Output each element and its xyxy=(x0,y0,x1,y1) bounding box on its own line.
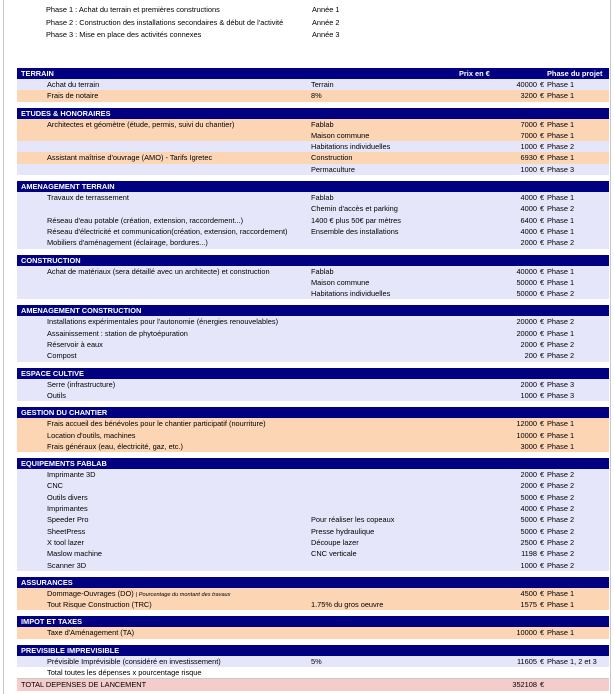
table-row xyxy=(17,203,609,214)
table-row xyxy=(17,560,609,571)
item-phase: Phase 1 xyxy=(547,91,575,101)
item-price: 3200 xyxy=(520,91,537,101)
section-header xyxy=(17,181,609,192)
table-row xyxy=(17,537,609,548)
item-phase: Phase 2 xyxy=(547,515,575,525)
item-phase: Phase 1 xyxy=(547,130,575,140)
item-price: 2500 xyxy=(520,537,537,547)
item-price: 2000 xyxy=(520,340,537,350)
section-header xyxy=(17,368,609,379)
phase-description: Phase 2 : Construction des installations secondaires & début de l'activité xyxy=(46,17,284,27)
item-price: 2000 xyxy=(520,379,537,389)
item-price: 3000 xyxy=(520,441,537,451)
item-label xyxy=(47,667,311,678)
item-price: 10000 xyxy=(516,628,537,638)
item-label-text: Dommage-Ouvrages (DO) xyxy=(47,588,134,598)
item-label-text: Réservoir à eaux xyxy=(47,340,103,350)
table-row xyxy=(17,588,609,599)
currency-symbol: € xyxy=(540,277,545,287)
currency-symbol: € xyxy=(540,492,545,502)
table-row xyxy=(17,288,609,299)
item-label xyxy=(47,514,311,525)
section-title: ESPACE CULTIVE xyxy=(21,368,84,378)
item-phase: Phase 3 xyxy=(547,379,575,389)
phase-year: Année 3 xyxy=(312,30,340,40)
item-detail: Terrain xyxy=(311,80,334,89)
item-phase: Phase 3 xyxy=(547,164,575,174)
currency-symbol: € xyxy=(540,656,545,666)
item-phase: Phase 1 xyxy=(547,430,575,440)
section-header xyxy=(17,108,609,119)
table-row xyxy=(17,152,609,163)
item-label xyxy=(47,418,311,429)
item-label xyxy=(47,350,311,361)
item-note: | Pourcentage du montant des travaux xyxy=(135,591,231,598)
item-label-text: Frais généraux (eau, électricité, gaz, etc.) xyxy=(47,441,183,451)
item-label-text: Maslow machine xyxy=(47,549,103,559)
item-label xyxy=(47,90,311,101)
item-price: 40000 xyxy=(516,80,537,89)
item-detail: Habitations individuelles xyxy=(311,142,391,152)
item-phase: Phase 2 xyxy=(547,238,575,248)
table-row xyxy=(17,599,609,610)
item-label-text: Outils xyxy=(47,390,66,400)
currency-symbol: € xyxy=(540,215,545,225)
item-price: 20000 xyxy=(516,328,537,338)
currency-symbol: € xyxy=(540,430,545,440)
item-label xyxy=(47,339,311,350)
currency-symbol: € xyxy=(540,153,545,163)
currency-symbol: € xyxy=(540,164,545,174)
item-label xyxy=(47,328,311,339)
item-price: 6400 xyxy=(520,215,537,225)
table-row xyxy=(17,667,609,678)
item-label xyxy=(47,119,311,130)
item-price: 2000 xyxy=(520,470,537,480)
item-label-text: Assistant maîtrise d'ouvrage (AMO) - Tarifs Igretec xyxy=(47,153,213,163)
table-row xyxy=(17,430,609,441)
table-row xyxy=(17,316,609,327)
item-detail: 1.75% du gros oeuvre xyxy=(311,600,384,610)
item-phase: Phase 1, 2 et 3 xyxy=(547,656,597,666)
item-label-text: Tout Risque Construction (TRC) xyxy=(47,600,152,610)
section-header xyxy=(17,305,609,316)
item-phase: Phase 2 xyxy=(547,317,575,327)
currency-symbol: € xyxy=(540,600,545,610)
item-price: 5000 xyxy=(520,515,537,525)
item-label xyxy=(47,79,311,90)
total-row xyxy=(17,678,609,690)
item-price: 4000 xyxy=(520,193,537,203)
item-phase: Phase 1 xyxy=(547,628,575,638)
item-price: 1198 xyxy=(521,549,537,559)
item-label xyxy=(47,480,311,491)
item-phase: Phase 1 xyxy=(547,600,575,610)
phase-column-header: Phase du projet xyxy=(547,69,603,78)
section-title: EQUIPEMENTS FABLAB xyxy=(21,459,107,469)
item-label-text: Compost xyxy=(47,351,77,361)
phase-year: Année 1 xyxy=(312,5,340,14)
item-phase: Phase 1 xyxy=(547,419,575,429)
item-price: 20000 xyxy=(516,317,537,327)
item-label xyxy=(47,390,311,401)
item-label xyxy=(47,266,311,277)
phase-description: Phase 1 : Achat du terrain et premières constructions xyxy=(46,5,220,14)
section-title: ASSURANCES xyxy=(21,577,73,587)
item-detail: Habitations individuelles xyxy=(311,289,391,299)
currency-symbol: € xyxy=(540,390,545,400)
item-phase: Phase 1 xyxy=(547,153,575,163)
item-label-text: Réseau d'eau potable (création, extension, raccordement...) xyxy=(47,215,244,225)
item-phase: Phase 1 xyxy=(547,80,575,89)
item-label-text: Serre (infrastructure) xyxy=(47,379,116,389)
item-phase: Phase 1 xyxy=(547,226,575,236)
item-price: 4000 xyxy=(520,204,537,214)
section-title: ETUDES & HONORAIRES xyxy=(21,108,111,118)
phase-description: Phase 3 : Mise en place des activités connexes xyxy=(46,30,202,40)
table-row xyxy=(17,627,609,638)
currency-symbol: € xyxy=(540,470,545,480)
item-detail: Construction xyxy=(311,153,353,163)
item-detail: Chemin d'accès et parking xyxy=(311,204,398,214)
table-row xyxy=(17,548,609,559)
currency-symbol: € xyxy=(540,266,545,276)
item-price: 4000 xyxy=(520,226,537,236)
currency-symbol: € xyxy=(540,193,545,203)
item-label xyxy=(47,656,311,667)
item-label-text: Mobiliers d'aménagement (éclairage, bordures...) xyxy=(47,238,208,248)
item-price: 5000 xyxy=(520,492,537,502)
item-phase: Phase 2 xyxy=(547,537,575,547)
item-price: 5000 xyxy=(520,526,537,536)
item-label-text: Achat du terrain xyxy=(47,80,100,89)
item-label-text: Outils divers xyxy=(47,492,88,502)
phase-year: Année 2 xyxy=(312,17,340,27)
table-row xyxy=(17,79,609,90)
item-phase: Phase 2 xyxy=(547,340,575,350)
item-detail: Fablab xyxy=(311,193,334,203)
item-price: 1000 xyxy=(520,164,537,174)
item-price: 1000 xyxy=(520,142,537,152)
item-detail: Pour réaliser les copeaux xyxy=(311,515,395,525)
section-title: AMENAGEMENT CONSTRUCTION xyxy=(21,306,142,316)
item-price: 200 xyxy=(524,351,537,361)
item-price: 6930 xyxy=(520,153,537,163)
item-label-text: Speeder Pro xyxy=(47,515,89,525)
item-phase: Phase 2 xyxy=(547,289,575,299)
table-row xyxy=(17,130,609,141)
item-label-text: Location d'outils, machines xyxy=(47,430,136,440)
table-row xyxy=(17,441,609,452)
item-detail: 5% xyxy=(311,656,322,666)
item-phase: Phase 2 xyxy=(547,204,575,214)
item-phase: Phase 1 xyxy=(547,215,575,225)
item-label-text: Taxe d'Aménagement (TA) xyxy=(47,628,135,638)
item-price: 12000 xyxy=(516,419,537,429)
currency-symbol: € xyxy=(540,238,545,248)
table-row xyxy=(17,492,609,503)
item-phase: Phase 2 xyxy=(547,549,575,559)
item-price: 50000 xyxy=(516,277,537,287)
item-price: 1575 xyxy=(520,600,537,610)
section-header xyxy=(17,458,609,469)
currency-symbol: € xyxy=(540,588,545,598)
item-label xyxy=(47,316,311,327)
table-row xyxy=(17,390,609,401)
item-label-text: Architectes et géomètre (étude, permis, suivi du chantier) xyxy=(47,119,235,129)
item-phase: Phase 1 xyxy=(547,441,575,451)
table-row xyxy=(17,418,609,429)
section-title: TERRAIN xyxy=(21,69,54,78)
item-price: 11605 xyxy=(516,656,537,666)
item-phase: Phase 1 xyxy=(547,119,575,129)
currency-symbol: € xyxy=(540,537,545,547)
item-detail: 8% xyxy=(311,91,322,101)
currency-symbol: € xyxy=(540,119,545,129)
item-label xyxy=(47,492,311,503)
table-row xyxy=(17,379,609,390)
item-label-text: Prévisible Imprévisible (considéré en investissement) xyxy=(47,656,221,666)
total-label: TOTAL DEPENSES DE LANCEMENT xyxy=(21,680,147,690)
phase-line xyxy=(46,4,386,17)
item-label-text: Installations expérimentales pour l'autonomie (énergies renouvelables) xyxy=(47,317,279,327)
item-detail: Permaculture xyxy=(311,164,355,174)
item-price: 2000 xyxy=(520,238,537,248)
item-price: 4500 xyxy=(520,588,537,598)
phase-line xyxy=(46,29,386,42)
table-row xyxy=(17,656,609,667)
table-row xyxy=(17,237,609,248)
item-label xyxy=(47,215,311,226)
item-label xyxy=(47,152,311,163)
table-row xyxy=(17,119,609,130)
phase-line xyxy=(46,17,386,30)
item-price: 40000 xyxy=(516,266,537,276)
phase-list xyxy=(46,4,386,42)
item-phase: Phase 1 xyxy=(547,328,575,338)
item-detail: Fablab xyxy=(311,266,334,276)
item-label-text: X tool lazer xyxy=(47,537,84,547)
section-title: IMPOT ET TAXES xyxy=(21,617,83,627)
table-row xyxy=(17,226,609,237)
table-row xyxy=(17,350,609,361)
currency-symbol: € xyxy=(540,351,545,361)
item-label xyxy=(47,226,311,237)
currency-symbol: € xyxy=(540,379,545,389)
section-header xyxy=(17,616,609,627)
item-phase: Phase 1 xyxy=(547,193,575,203)
item-label-text: Scanner 3D xyxy=(47,560,87,570)
currency-symbol: € xyxy=(540,91,545,101)
table-row xyxy=(17,469,609,480)
section-header xyxy=(17,407,609,418)
currency-symbol: € xyxy=(540,526,545,536)
currency-symbol: € xyxy=(540,340,545,350)
item-phase: Phase 1 xyxy=(547,266,575,276)
item-label-text: SheetPress xyxy=(47,526,86,536)
table-row xyxy=(17,339,609,350)
item-label xyxy=(47,627,311,638)
table-row xyxy=(17,215,609,226)
item-detail: Maison commune xyxy=(311,277,370,287)
item-label xyxy=(47,192,311,203)
item-phase: Phase 1 xyxy=(547,588,575,598)
section-title: GESTION DU CHANTIER xyxy=(21,408,108,418)
item-label-text: Frais accueil des bénévoles pour le chantier participatif (nourriture) xyxy=(47,419,266,429)
item-price: 1000 xyxy=(520,560,537,570)
total-price: 352108 xyxy=(512,680,537,690)
item-label xyxy=(47,379,311,390)
item-price: 50000 xyxy=(516,289,537,299)
price-column-header: Prix en € xyxy=(459,69,490,78)
item-phase: Phase 2 xyxy=(547,504,575,514)
item-label xyxy=(47,503,311,514)
currency-symbol: € xyxy=(540,504,545,514)
item-price: 4000 xyxy=(520,504,537,514)
item-label-text: Frais de notaire xyxy=(47,91,99,101)
item-label xyxy=(47,441,311,452)
currency-symbol: € xyxy=(540,80,545,89)
item-label-text: CNC xyxy=(47,481,64,491)
item-detail: Ensemble des installations xyxy=(311,226,399,236)
item-phase: Phase 3 xyxy=(547,390,575,400)
item-label-text: Total toutes les dépenses x pourcentage risque xyxy=(47,667,202,677)
currency-symbol: € xyxy=(540,549,545,559)
currency-symbol: € xyxy=(540,515,545,525)
item-label-text: Réseau d'électricité et communication(création, extension, raccordement) xyxy=(47,226,288,236)
currency-symbol: € xyxy=(540,204,545,214)
table-row xyxy=(17,164,609,175)
item-label xyxy=(47,599,311,610)
currency-symbol: € xyxy=(540,226,545,236)
item-label xyxy=(47,430,311,441)
item-phase: Phase 2 xyxy=(547,481,575,491)
table-row xyxy=(17,526,609,537)
currency-symbol: € xyxy=(540,560,545,570)
item-detail: Presse hydraulique xyxy=(311,526,375,536)
table-row xyxy=(17,266,609,277)
currency-symbol: € xyxy=(540,130,545,140)
section-title: PREVISIBLE IMPREVISIBLE xyxy=(21,645,120,655)
item-detail: CNC verticale xyxy=(311,549,357,559)
table-row xyxy=(17,514,609,525)
table-row xyxy=(17,141,609,152)
item-label xyxy=(47,548,311,559)
item-label-text: Imprimantes xyxy=(47,504,88,514)
item-label xyxy=(47,237,311,248)
item-phase: Phase 2 xyxy=(547,560,575,570)
item-phase: Phase 2 xyxy=(547,492,575,502)
table-row xyxy=(17,192,609,203)
section-title: CONSTRUCTION xyxy=(21,255,81,265)
section-header xyxy=(17,68,609,79)
currency-symbol: € xyxy=(540,628,545,638)
table-row xyxy=(17,503,609,514)
table-row xyxy=(17,328,609,339)
table-row xyxy=(17,480,609,491)
item-phase: Phase 2 xyxy=(547,351,575,361)
item-price: 7000 xyxy=(520,119,537,129)
item-label xyxy=(47,526,311,537)
item-detail: 1400 € plus 50€ par mètres xyxy=(311,215,401,225)
item-label xyxy=(47,560,311,571)
item-phase: Phase 2 xyxy=(547,142,575,152)
currency-symbol: € xyxy=(540,142,545,152)
table-row xyxy=(17,277,609,288)
currency-symbol: € xyxy=(540,289,545,299)
currency-symbol: € xyxy=(540,441,545,451)
item-label xyxy=(47,469,311,480)
item-label xyxy=(47,537,311,548)
item-price: 1000 xyxy=(520,390,537,400)
section-header xyxy=(17,577,609,588)
item-label-text: Imprimante 3D xyxy=(47,470,96,480)
item-label-text: Achat de matériaux (sera détaillé avec un architecte) et construction xyxy=(47,266,270,276)
section-title: AMENAGEMENT TERRAIN xyxy=(21,182,115,192)
item-label-text: Assainissement : station de phytoépuration xyxy=(47,328,188,338)
currency-symbol: € xyxy=(540,680,545,690)
item-price: 2000 xyxy=(520,481,537,491)
item-detail: Maison commune xyxy=(311,130,370,140)
item-phase: Phase 2 xyxy=(547,470,575,480)
item-label-text: Travaux de terrassement xyxy=(47,193,129,203)
currency-symbol: € xyxy=(540,317,545,327)
item-detail: Fablab xyxy=(311,119,334,129)
currency-symbol: € xyxy=(540,481,545,491)
currency-symbol: € xyxy=(540,419,545,429)
item-price: 10000 xyxy=(516,430,537,440)
item-detail: Découpe lazer xyxy=(311,537,359,547)
table-row xyxy=(17,90,609,101)
section-header xyxy=(17,255,609,266)
item-phase: Phase 1 xyxy=(547,277,575,287)
item-price: 7000 xyxy=(520,130,537,140)
currency-symbol: € xyxy=(540,328,545,338)
section-header xyxy=(17,645,609,656)
item-phase: Phase 2 xyxy=(547,526,575,536)
budget-table xyxy=(17,68,609,691)
